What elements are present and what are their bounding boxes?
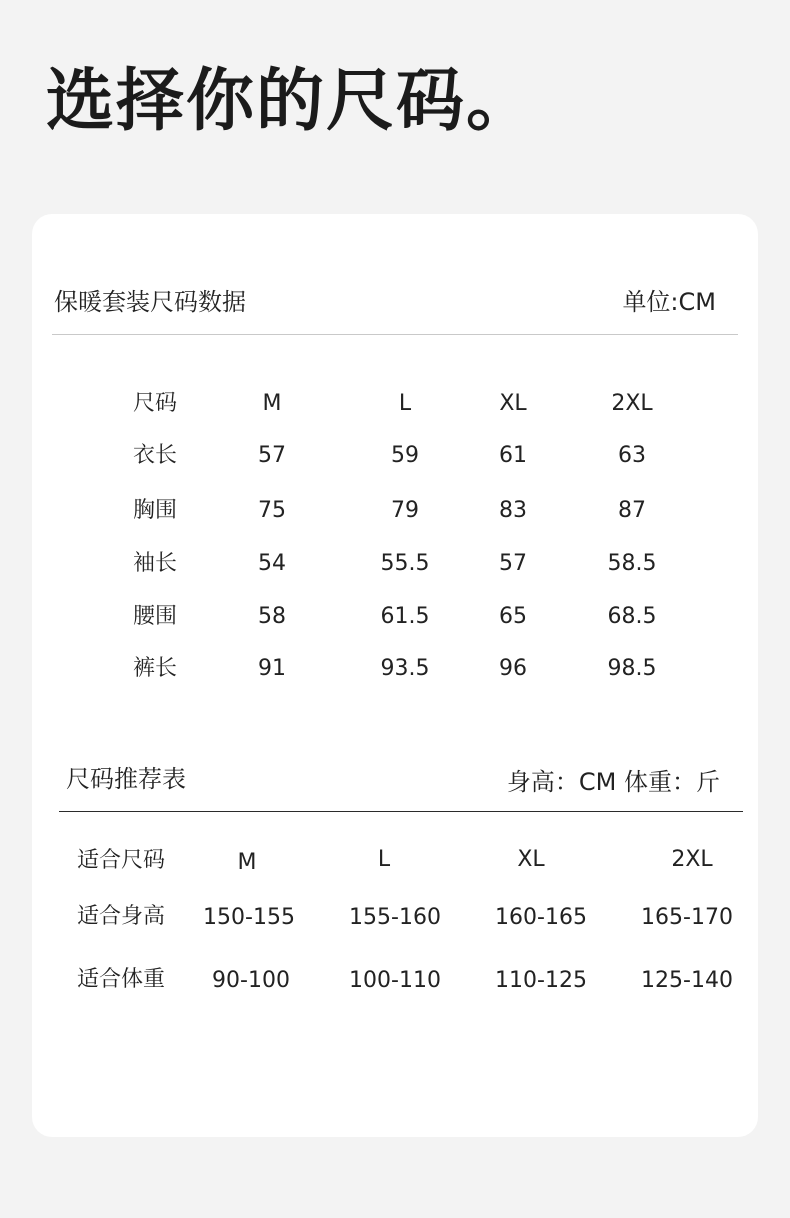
- size-table-row-label: 袖长: [132, 551, 177, 576]
- page-title: 选择你的尺码。: [46, 62, 537, 141]
- recommend-table-divider: [59, 811, 743, 812]
- size-table-cell: 61: [499, 443, 527, 468]
- recommend-table-title: 尺码推荐表: [66, 765, 186, 793]
- size-table-cell: 58: [258, 604, 286, 629]
- size-table-cell: 83: [499, 498, 527, 523]
- recommend-table-cell: 160-165: [495, 905, 587, 930]
- recommend-table-cell: 125-140: [641, 968, 733, 993]
- size-table-header-cell: XL: [499, 391, 527, 416]
- size-table-header-cell: M: [262, 391, 282, 416]
- size-table-cell: 57: [499, 551, 527, 576]
- size-table-cell: 55.5: [380, 551, 430, 576]
- size-table-cell: 65: [499, 604, 527, 629]
- size-table-cell: 57: [258, 443, 286, 468]
- recommend-table-header-cell: 2XL: [671, 847, 713, 872]
- recommend-table-header-cell: M: [237, 850, 257, 875]
- size-table-row-label: 裤长: [132, 656, 177, 681]
- size-table-cell: 59: [391, 443, 419, 468]
- size-table-cell: 91: [258, 656, 286, 681]
- size-table-cell: 96: [499, 656, 527, 681]
- recommend-table-cell: 90-100: [212, 968, 290, 993]
- size-table-cell: 61.5: [380, 604, 430, 629]
- recommend-table-header-cell: XL: [517, 847, 545, 872]
- size-table-divider: [52, 334, 738, 335]
- recommend-table-cell: 155-160: [349, 905, 441, 930]
- size-table-cell: 98.5: [607, 656, 657, 681]
- size-table-unit: 单位:CM: [622, 288, 716, 316]
- size-table-cell: 54: [258, 551, 286, 576]
- recommend-table-row-label: 适合身高: [77, 904, 166, 929]
- size-table-header-cell: L: [398, 391, 412, 416]
- recommend-table-cell: 165-170: [641, 905, 733, 930]
- size-table-cell: 93.5: [380, 656, 430, 681]
- recommend-table-header-cell: 适合尺码: [77, 848, 166, 873]
- size-table-cell: 87: [618, 498, 646, 523]
- size-table-row-label: 衣长: [132, 443, 177, 468]
- recommend-table-cell: 100-110: [349, 968, 441, 993]
- size-table-cell: 58.5: [607, 551, 657, 576]
- size-table-cell: 75: [258, 498, 286, 523]
- size-table-cell: 68.5: [607, 604, 657, 629]
- recommend-table-cell: 110-125: [495, 968, 587, 993]
- recommend-table-header-cell: L: [377, 847, 391, 872]
- size-table-header-cell: 2XL: [611, 391, 653, 416]
- size-table-header-cell: 尺码: [132, 391, 177, 416]
- size-table-row-label: 胸围: [132, 498, 177, 523]
- recommend-table-cell: 150-155: [203, 905, 295, 930]
- recommend-table-unit: 身高：CM 体重：斤: [506, 768, 720, 796]
- size-chart-card: [32, 214, 758, 1137]
- size-table-title: 保暖套装尺码数据: [54, 288, 246, 316]
- size-table-row-label: 腰围: [132, 604, 177, 629]
- size-table-cell: 79: [391, 498, 419, 523]
- recommend-table-row-label: 适合体重: [77, 967, 166, 992]
- size-table-cell: 63: [618, 443, 646, 468]
